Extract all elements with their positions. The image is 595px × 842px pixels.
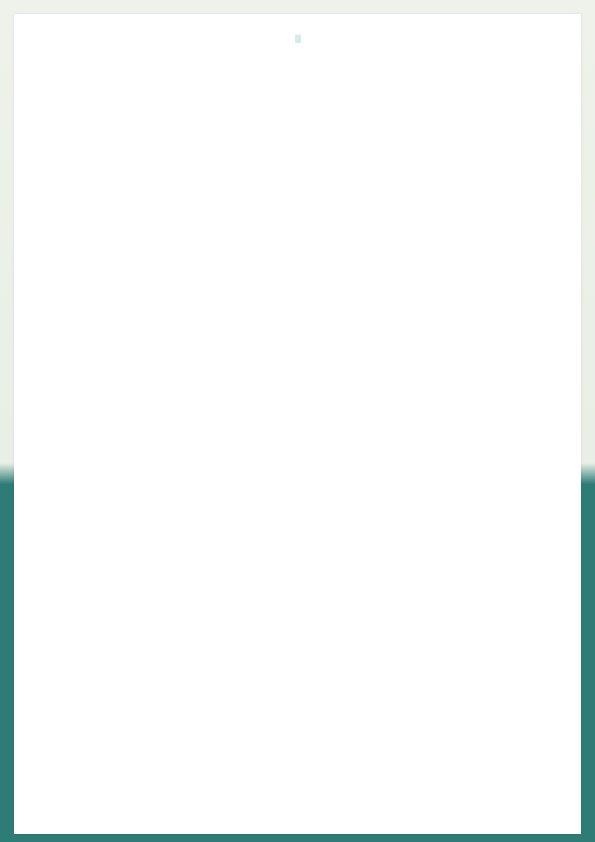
page-title xyxy=(14,24,581,43)
schedule-card xyxy=(14,14,581,834)
